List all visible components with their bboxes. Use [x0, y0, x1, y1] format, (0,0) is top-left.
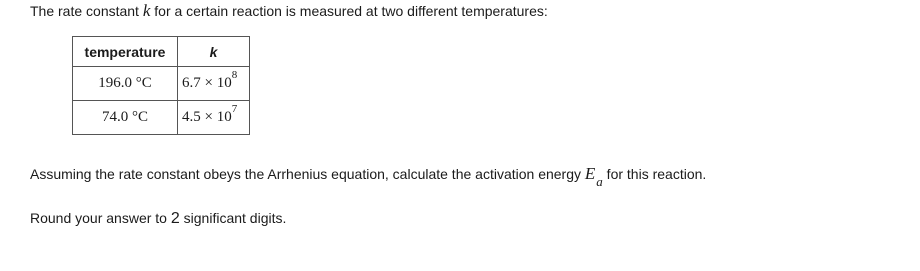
table-row: [73, 101, 250, 135]
temperature-cell: 74.0 °C: [73, 101, 178, 135]
k-mantissa: 4.5 × 10: [182, 109, 232, 125]
rounding-text-after: significant digits.: [179, 210, 287, 226]
table-header-row: [73, 37, 250, 67]
rate-constant-table: [72, 36, 250, 135]
k-value-cell: [178, 101, 250, 135]
temperature-cell: 196.0 °C: [73, 67, 178, 101]
activation-energy-subscript: a: [596, 174, 603, 189]
header-k: k: [178, 37, 250, 67]
rounding-text-before: Round your answer to: [30, 210, 171, 226]
significant-digits-count: 2: [170, 210, 180, 227]
table-row: [73, 67, 250, 101]
activation-energy-symbol: E: [584, 164, 596, 183]
header-temperature: temperature: [73, 37, 178, 67]
question-text: [30, 164, 707, 189]
question-text-before: Assuming the rate constant obeys the Arrhenius equation, calculate the activation energy: [30, 166, 585, 182]
k-mantissa: 6.7 × 10: [182, 75, 232, 91]
intro-text: [30, 2, 548, 20]
k-exponent: 8: [231, 69, 238, 81]
rate-constant-symbol: k: [142, 1, 151, 20]
question-text-after: for this reaction.: [602, 166, 707, 182]
intro-text-before: The rate constant: [30, 3, 143, 19]
k-value-cell: [178, 67, 250, 101]
rounding-instruction: [30, 209, 286, 228]
k-exponent: 7: [231, 103, 238, 115]
intro-text-after: for a certain reaction is measured at two different temperatures:: [150, 3, 548, 19]
